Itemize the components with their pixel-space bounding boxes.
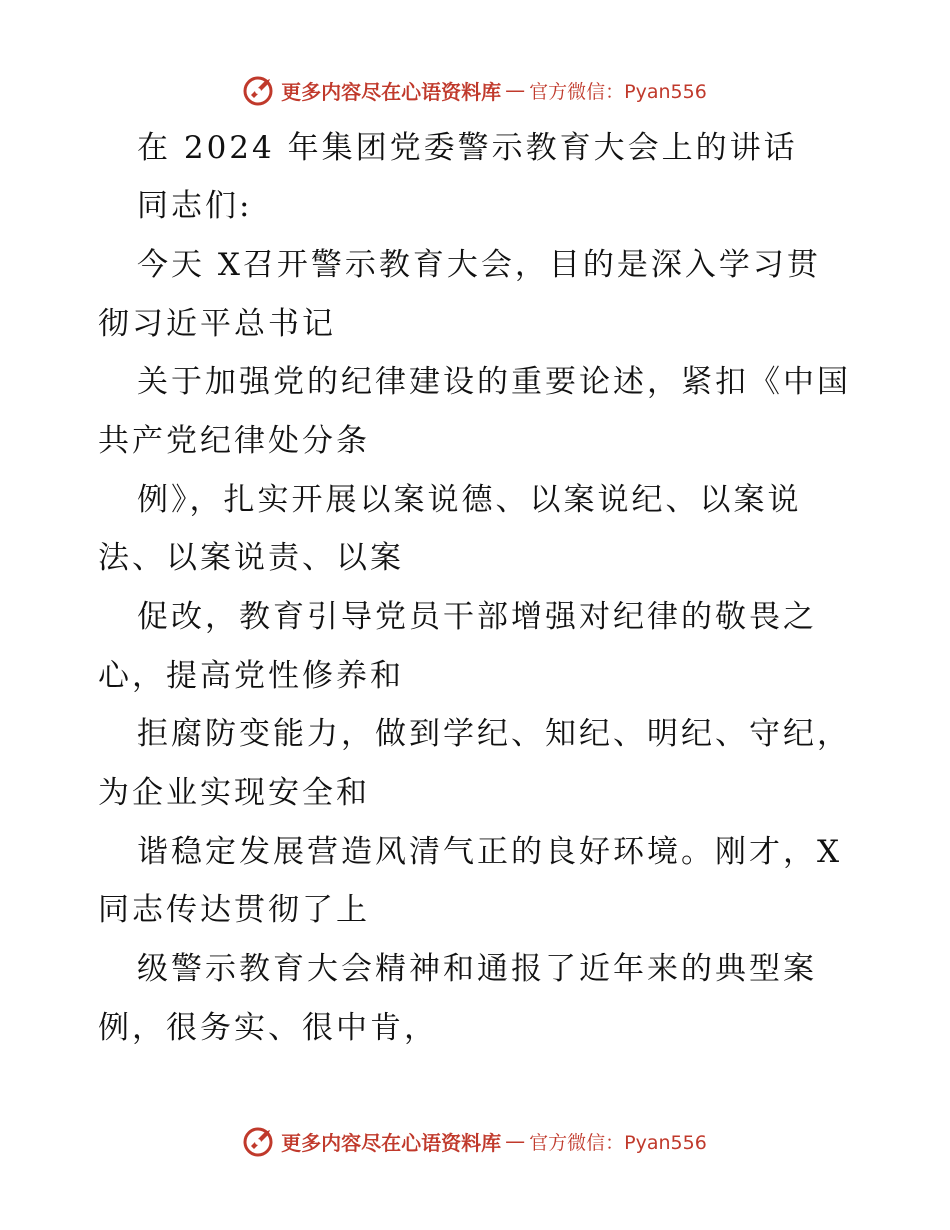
text-line: 共产党纪律处分条 [98,423,370,459]
pen-logo-icon [243,1124,277,1158]
pen-logo-icon [243,73,277,107]
watermark-wechat-text: 官方微信：Pyan556 [529,80,707,103]
text-line: 今天 X召开警示教育大会，目的是深入学习贯 [137,247,821,283]
watermark-header [0,70,950,110]
text-line: 例，很务实、很中肯， [98,1010,438,1046]
text-line: 同志们: [137,188,253,224]
text-line: 拒腐防变能力，做到学纪、知纪、明纪、守纪， [137,716,851,752]
text-line: 关于加强党的纪律建设的重要论述，紧扣《中国 [137,364,851,400]
text-line: 级警示教育大会精神和通报了近年来的典型案 [137,951,817,987]
watermark-main-text: 更多内容尽在心语资料库 [281,79,502,104]
watermark-footer [0,1121,950,1161]
text-line: 为企业实现安全和 [98,775,370,811]
document-title: 在 2024 年集团党委警示教育大会上的讲话 [137,130,798,166]
text-line: 同志传达贯彻了上 [98,892,370,928]
watermark-dash: — [505,78,526,102]
text-line: 心，提高党性修养和 [98,658,404,694]
text-line: 谐稳定发展营造风清气正的良好环境。刚才，X [137,834,843,870]
watermark-dash: — [505,1129,526,1153]
text-line: 彻习近平总书记 [98,306,336,342]
text-line: 法、以案说责、以案 [98,540,404,576]
watermark-main-text: 更多内容尽在心语资料库 [281,1130,502,1155]
text-line: 促改，教育引导党员干部增强对纪律的敬畏之 [137,599,817,635]
watermark-wechat-text: 官方微信：Pyan556 [529,1131,707,1154]
text-line: 例》，扎实开展以案说德、以案说纪、以案说 [137,482,802,518]
